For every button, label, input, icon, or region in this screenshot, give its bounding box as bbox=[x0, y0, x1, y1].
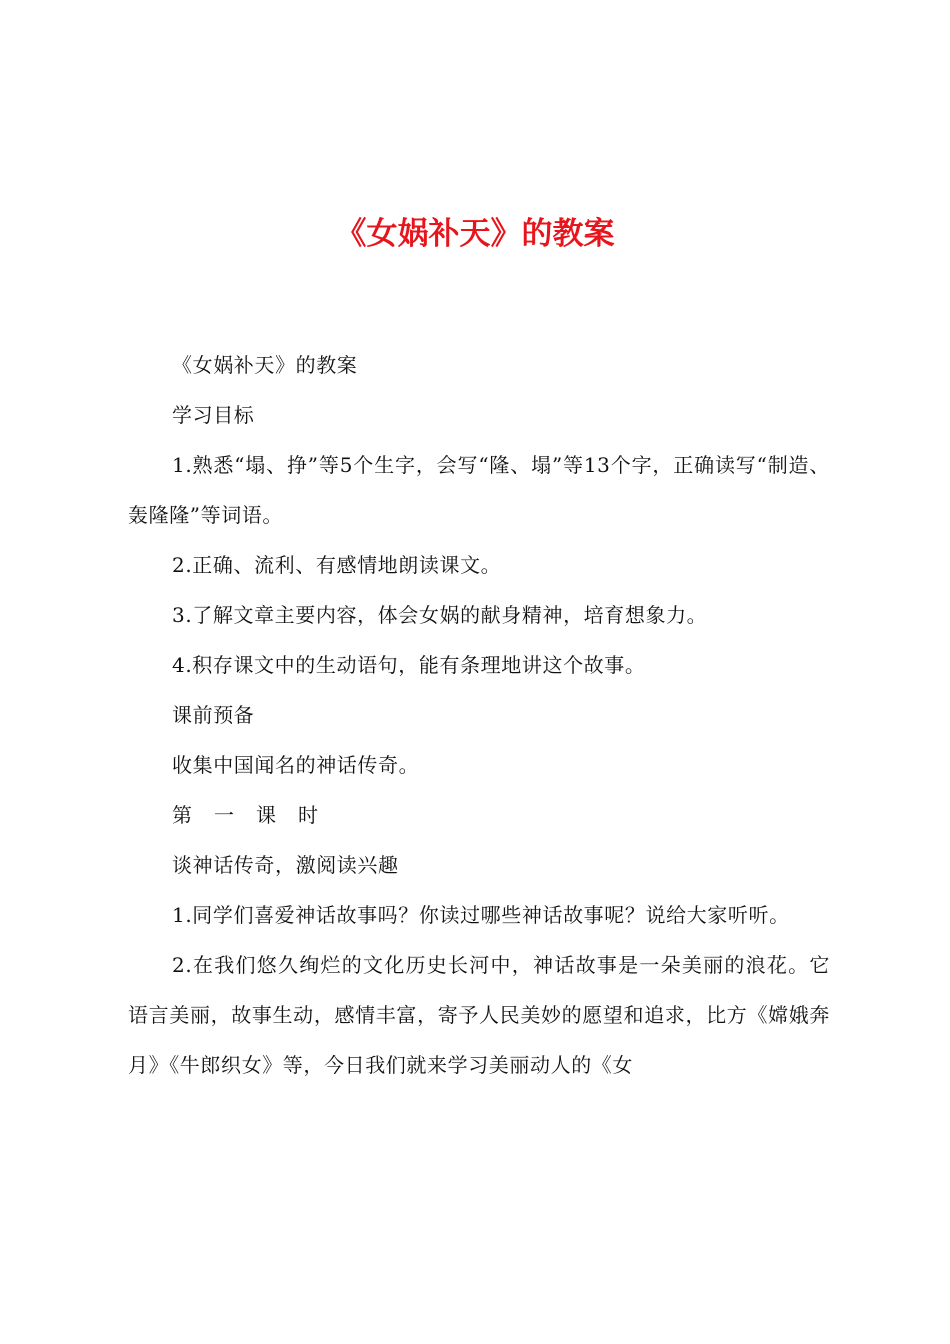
paragraph-preparation-detail: 收集中国闻名的神话传奇。 bbox=[172, 753, 420, 777]
paragraph-learning-goals: 学习目标 bbox=[172, 403, 255, 427]
paragraph-lesson-one: 第一课时 bbox=[172, 803, 340, 827]
document-title: 《女娲补天》的教案 bbox=[335, 216, 615, 252]
paragraph-preparation: 课前预备 bbox=[172, 703, 255, 727]
paragraph-goal-1: 1.熟悉“塌、挣”等5个生字，会写“隆、塌”等13个字，正确读写“制造、轰隆隆”等词语。 bbox=[128, 453, 830, 527]
paragraph-step-2: 2.在我们悠久绚烂的文化历史长河中，神话故事是一朵美丽的浪花。它语言美丽，故事生动，感情丰富，寄予人民美妙的愿望和追求，比方《嫦娥奔月》《牛郎织女》等，今日我们就来学习美丽动人的《女 bbox=[128, 953, 830, 1077]
paragraph-heading: 《女娲补天》的教案 bbox=[172, 353, 358, 377]
paragraph-lesson-topic: 谈神话传奇，激阅读兴趣 bbox=[172, 853, 399, 877]
paragraph-goal-4: 4.积存课文中的生动语句，能有条理地讲这个故事。 bbox=[172, 653, 646, 677]
paragraph-goal-3: 3.了解文章主要内容，体会女娲的献身精神，培育想象力。 bbox=[172, 603, 708, 627]
document-body bbox=[128, 340, 830, 1090]
paragraph-goal-2: 2.正确、流利、有感情地朗读课文。 bbox=[172, 553, 502, 577]
paragraph-step-1: 1.同学们喜爱神话故事吗？你读过哪些神话故事呢？说给大家听听。 bbox=[172, 903, 790, 927]
